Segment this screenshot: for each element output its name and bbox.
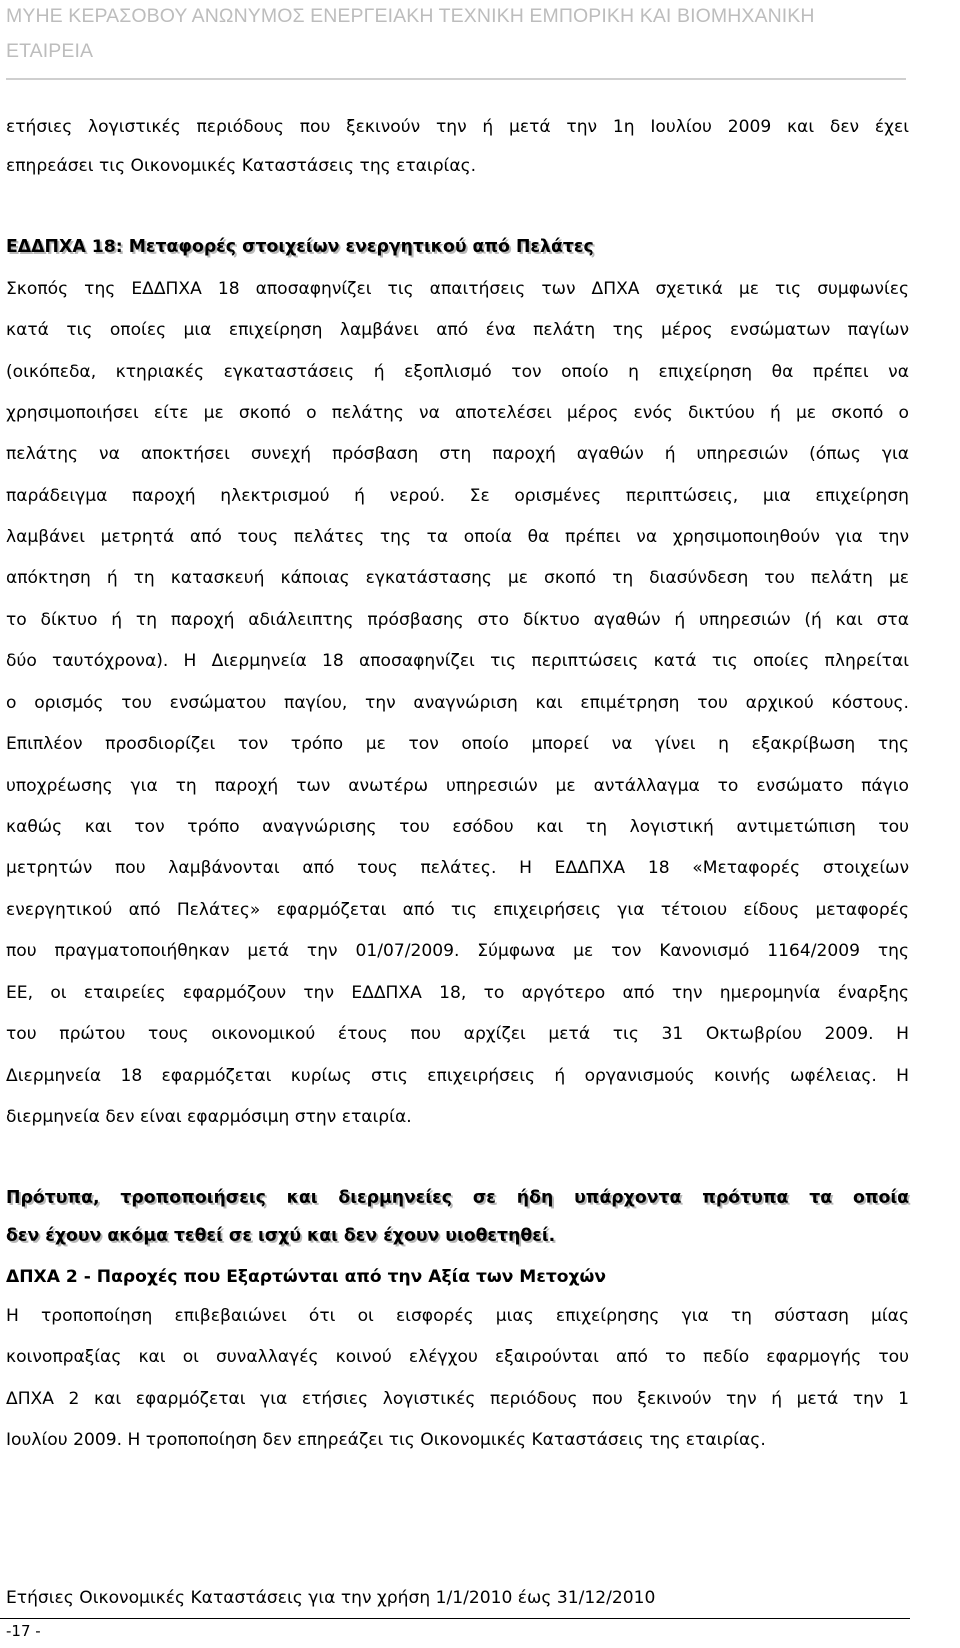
paragraph-line: πελάτης να αποκτήσει συνεχή πρόσβαση στη παροχή αγαθών ή υπηρεσιών (όπως για xyxy=(6,444,909,464)
paragraph-line: επηρεάσει τις Οικονομικές Καταστάσεις της εταιρίας. xyxy=(6,156,477,176)
header-divider xyxy=(6,78,906,80)
paragraph-line: ΔΠΧΑ 2 και εφαρμόζεται για ετήσιες λογιστικές περιόδους που ξεκινούν την ή μετά την 1 xyxy=(6,1389,909,1409)
footer-title: Ετήσιες Οικονομικές Καταστάσεις για την χρήση 1/1/2010 έως 31/12/2010 xyxy=(6,1588,656,1608)
header-company-line-2: ΕΤΑΙΡΕΙΑ xyxy=(6,40,94,62)
paragraph-line: παράδειγμα παροχή ηλεκτρισμού ή νερού. Σε ορισμένες περιπτώσεις, μια επιχείρηση xyxy=(6,486,909,506)
section-heading-ifrs2: ΔΠΧΑ 2 - Παροχές που Εξαρτώνται από την Αξία των Μετοχών xyxy=(6,1267,607,1287)
paragraph-line: κατά τις οποίες μια επιχείρηση λαμβάνει από ένα πελάτη της μέρος ενσώματων παγίων xyxy=(6,320,909,340)
section-heading-ifric18: ΕΔΔΠΧΑ 18: Μεταφορές στοιχείων ενεργητικού από Πελάτες xyxy=(6,237,594,257)
paragraph-line: ο ορισμός του ενσώματου παγίου, την αναγνώριση και επιμέτρηση του αρχικού κόστους. xyxy=(6,693,909,713)
paragraph-line: καθώς και τον τρόπο αναγνώρισης του εσόδου και τη λογιστική αντιμετώπιση του xyxy=(6,817,909,837)
paragraph-line: ετήσιες λογιστικές περιόδους που ξεκινούν την ή μετά την 1η Ιουλίου 2009 και δεν έχει xyxy=(6,117,909,137)
paragraph-line: απόκτηση ή τη κατασκευή κάποιας εγκατάστασης με σκοπό τη διασύνδεση του πελάτη με xyxy=(6,568,909,588)
page-number: -17 - xyxy=(6,1622,41,1640)
paragraph-line: (οικόπεδα, κτηριακές εγκαταστάσεις ή εξοπλισμό τον οποίο η επιχείρηση θα πρέπει να xyxy=(6,362,909,382)
paragraph-line: λαμβάνει μετρητά από τους πελάτες της τα οποία θα πρέπει να χρησιμοποιηθούν για την xyxy=(6,527,909,547)
section-heading-new-standards-cont: δεν έχουν ακόμα τεθεί σε ισχύ και δεν έχουν υιοθετηθεί. xyxy=(6,1226,556,1246)
paragraph-line: Διερμηνεία 18 εφαρμόζεται κυρίως στις επιχειρήσεις ή οργανισμούς κοινής ωφέλειας. Η xyxy=(6,1066,909,1086)
header-company-line-1: ΜΥΗΕ ΚΕΡΑΣΟΒΟΥ ΑΝΩΝΥΜΟΣ ΕΝΕΡΓΕΙΑΚΗ ΤΕΧΝΙΚΗ ΕΜΠΟΡΙΚΗ ΚΑΙ ΒΙΟΜΗΧΑΝΙΚΗ xyxy=(6,5,815,27)
paragraph-line: Η τροποποίηση επιβεβαιώνει ότι οι εισφορές μιας επιχείρησης για τη σύσταση μίας xyxy=(6,1306,909,1326)
paragraph-line: μετρητών που λαμβάνονται από τους πελάτες. Η ΕΔΔΠΧΑ 18 «Μεταφορές στοιχείων xyxy=(6,858,909,878)
paragraph-line: διερμηνεία δεν είναι εφαρμόσιμη στην εταιρία. xyxy=(6,1107,412,1127)
paragraph-line: υποχρέωσης για τη παροχή των ανωτέρω υπηρεσιών με αντάλλαγμα το ενσώματο πάγιο xyxy=(6,776,909,796)
document-header xyxy=(6,0,906,67)
paragraph-line: Ιουλίου 2009. Η τροποποίηση δεν επηρεάζει τις Οικονομικές Καταστάσεις της εταιρίας. xyxy=(6,1430,766,1450)
paragraph-line: ΕΕ, οι εταιρείες εφαρμόζουν την ΕΔΔΠΧΑ 18, το αργότερο από την ημερομηνία έναρξης xyxy=(6,983,909,1003)
section-heading-new-standards: Πρότυπα, τροποποιήσεις και διερμηνείες σε ήδη υπάρχοντα πρότυπα τα οποία xyxy=(6,1188,909,1208)
paragraph-line: ενεργητικού από Πελάτες» εφαρμόζεται από τις επιχειρήσεις για τέτοιου είδους μεταφορές xyxy=(6,900,909,920)
paragraph-line: κοινοπραξίας και οι συναλλαγές κοινού ελέγχου εξαιρούνται από το πεδίο εφαρμογής του xyxy=(6,1347,909,1367)
paragraph-line: χρησιμοποιήσει είτε με σκοπό ο πελάτης να αποτελέσει μέρος ενός δικτύου ή με σκοπό ο xyxy=(6,403,909,423)
paragraph-line: δύο ταυτόχρονα). Η Διερμηνεία 18 αποσαφηνίζει τις περιπτώσεις κατά τις οποίες πληρείται xyxy=(6,651,909,671)
paragraph-line: που πραγματοποιήθηκαν μετά την 01/07/2009. Σύμφωνα με τον Κανονισμό 1164/2009 της xyxy=(6,941,909,961)
footer-divider xyxy=(0,1618,910,1619)
paragraph-line: Επιπλέον προσδιορίζει τον τρόπο με τον οποίο μπορεί να γίνει η εξακρίβωση της xyxy=(6,734,909,754)
paragraph-line: Σκοπός της ΕΔΔΠΧΑ 18 αποσαφηνίζει τις απαιτήσεις των ΔΠΧΑ σχετικά με τις συμφωνίες xyxy=(6,279,909,299)
paragraph-line: το δίκτυο ή τη παροχή αδιάλειπτης πρόσβασης στο δίκτυο αγαθών ή υπηρεσιών (ή και στα xyxy=(6,610,909,630)
paragraph-line: του πρώτου τους οικονομικού έτους που αρχίζει μετά τις 31 Οκτωβρίου 2009. Η xyxy=(6,1024,909,1044)
